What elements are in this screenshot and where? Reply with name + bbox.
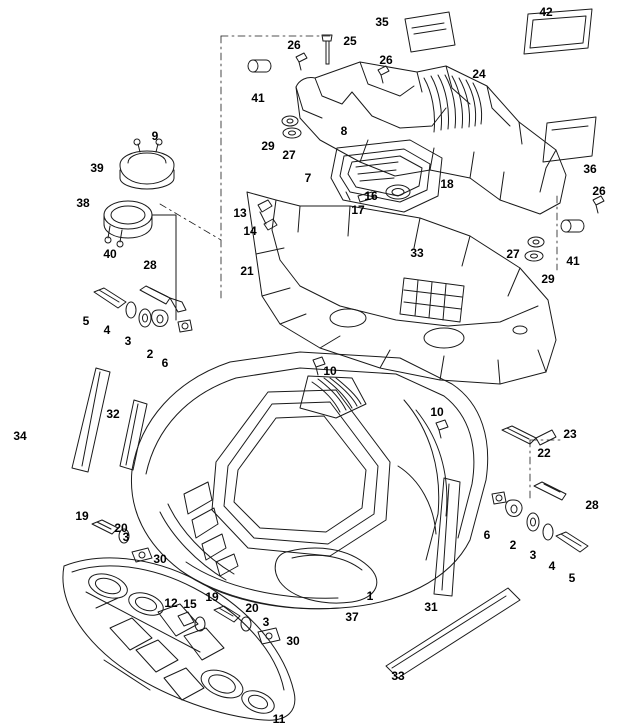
part-39-cap	[120, 139, 174, 189]
callout-1: 1	[366, 589, 374, 603]
callout-36: 36	[583, 162, 597, 176]
callout-32: 32	[106, 407, 120, 421]
callout-6: 6	[161, 356, 169, 370]
callout-25: 25	[343, 34, 357, 48]
callout-33: 33	[391, 669, 405, 683]
callout-41: 41	[251, 91, 265, 105]
part-18-instrument-panel	[331, 140, 442, 212]
part-28-bolt-upper	[140, 286, 186, 312]
callout-26: 26	[379, 53, 393, 67]
callout-42: 42	[539, 5, 553, 19]
part-42-panel	[524, 9, 592, 54]
callout-27: 27	[282, 148, 296, 162]
callout-18: 18	[440, 177, 454, 191]
callout-4: 4	[103, 323, 111, 337]
callout-26: 26	[592, 184, 606, 198]
callout-12: 12	[164, 596, 178, 610]
callout-20: 20	[114, 521, 128, 535]
callout-33: 33	[410, 246, 424, 260]
callout-35: 35	[375, 15, 389, 29]
callout-3: 3	[262, 615, 270, 629]
part-36-plate	[543, 117, 596, 162]
callout-30: 30	[153, 552, 167, 566]
callout-28: 28	[143, 258, 157, 272]
callout-5: 5	[82, 314, 90, 328]
part-35-plate	[405, 12, 455, 52]
callout-14: 14	[243, 224, 257, 238]
callout-22: 22	[537, 446, 551, 460]
callout-39: 39	[90, 161, 104, 175]
callout-9: 9	[151, 129, 159, 143]
callout-28: 28	[585, 498, 599, 512]
callout-3: 3	[529, 548, 537, 562]
callout-10: 10	[430, 405, 444, 419]
callout-24: 24	[472, 67, 486, 81]
callout-19: 19	[205, 590, 219, 604]
callout-7: 7	[304, 171, 312, 185]
callout-6: 6	[483, 528, 491, 542]
callout-3: 3	[124, 334, 132, 348]
part-24-rear-duct	[296, 62, 566, 217]
callout-40: 40	[103, 247, 117, 261]
callout-37: 37	[345, 610, 359, 624]
part-22-23-bolts	[502, 426, 556, 445]
part-25-screw	[322, 35, 332, 64]
hardware-stack-right	[492, 482, 588, 552]
callout-38: 38	[76, 196, 90, 210]
callout-23: 23	[563, 427, 577, 441]
callout-10: 10	[323, 364, 337, 378]
callout-34: 34	[13, 429, 27, 443]
callout-27: 27	[506, 247, 520, 261]
callout-5: 5	[568, 571, 576, 585]
callout-17: 17	[351, 203, 365, 217]
callout-30: 30	[286, 634, 300, 648]
part-33-lower-strip	[386, 588, 520, 678]
callout-3: 3	[122, 530, 130, 544]
callout-41: 41	[566, 254, 580, 268]
callout-29: 29	[541, 272, 555, 286]
callout-20: 20	[245, 601, 259, 615]
callout-4: 4	[548, 559, 556, 573]
callout-31: 31	[424, 600, 438, 614]
callout-13: 13	[233, 206, 247, 220]
callout-29: 29	[261, 139, 275, 153]
callout-26: 26	[287, 38, 301, 52]
part-34-trim	[72, 368, 110, 472]
callout-15: 15	[183, 597, 197, 611]
leader-lines	[160, 36, 560, 500]
part-21-hood-inner	[247, 189, 556, 384]
callout-11: 11	[272, 712, 286, 726]
callout-19: 19	[75, 509, 89, 523]
callout-21: 21	[240, 264, 254, 278]
callout-2: 2	[146, 347, 154, 361]
callout-8: 8	[340, 124, 348, 138]
part-1-main-hood	[131, 352, 487, 609]
callout-16: 16	[364, 189, 378, 203]
callout-2: 2	[509, 538, 517, 552]
